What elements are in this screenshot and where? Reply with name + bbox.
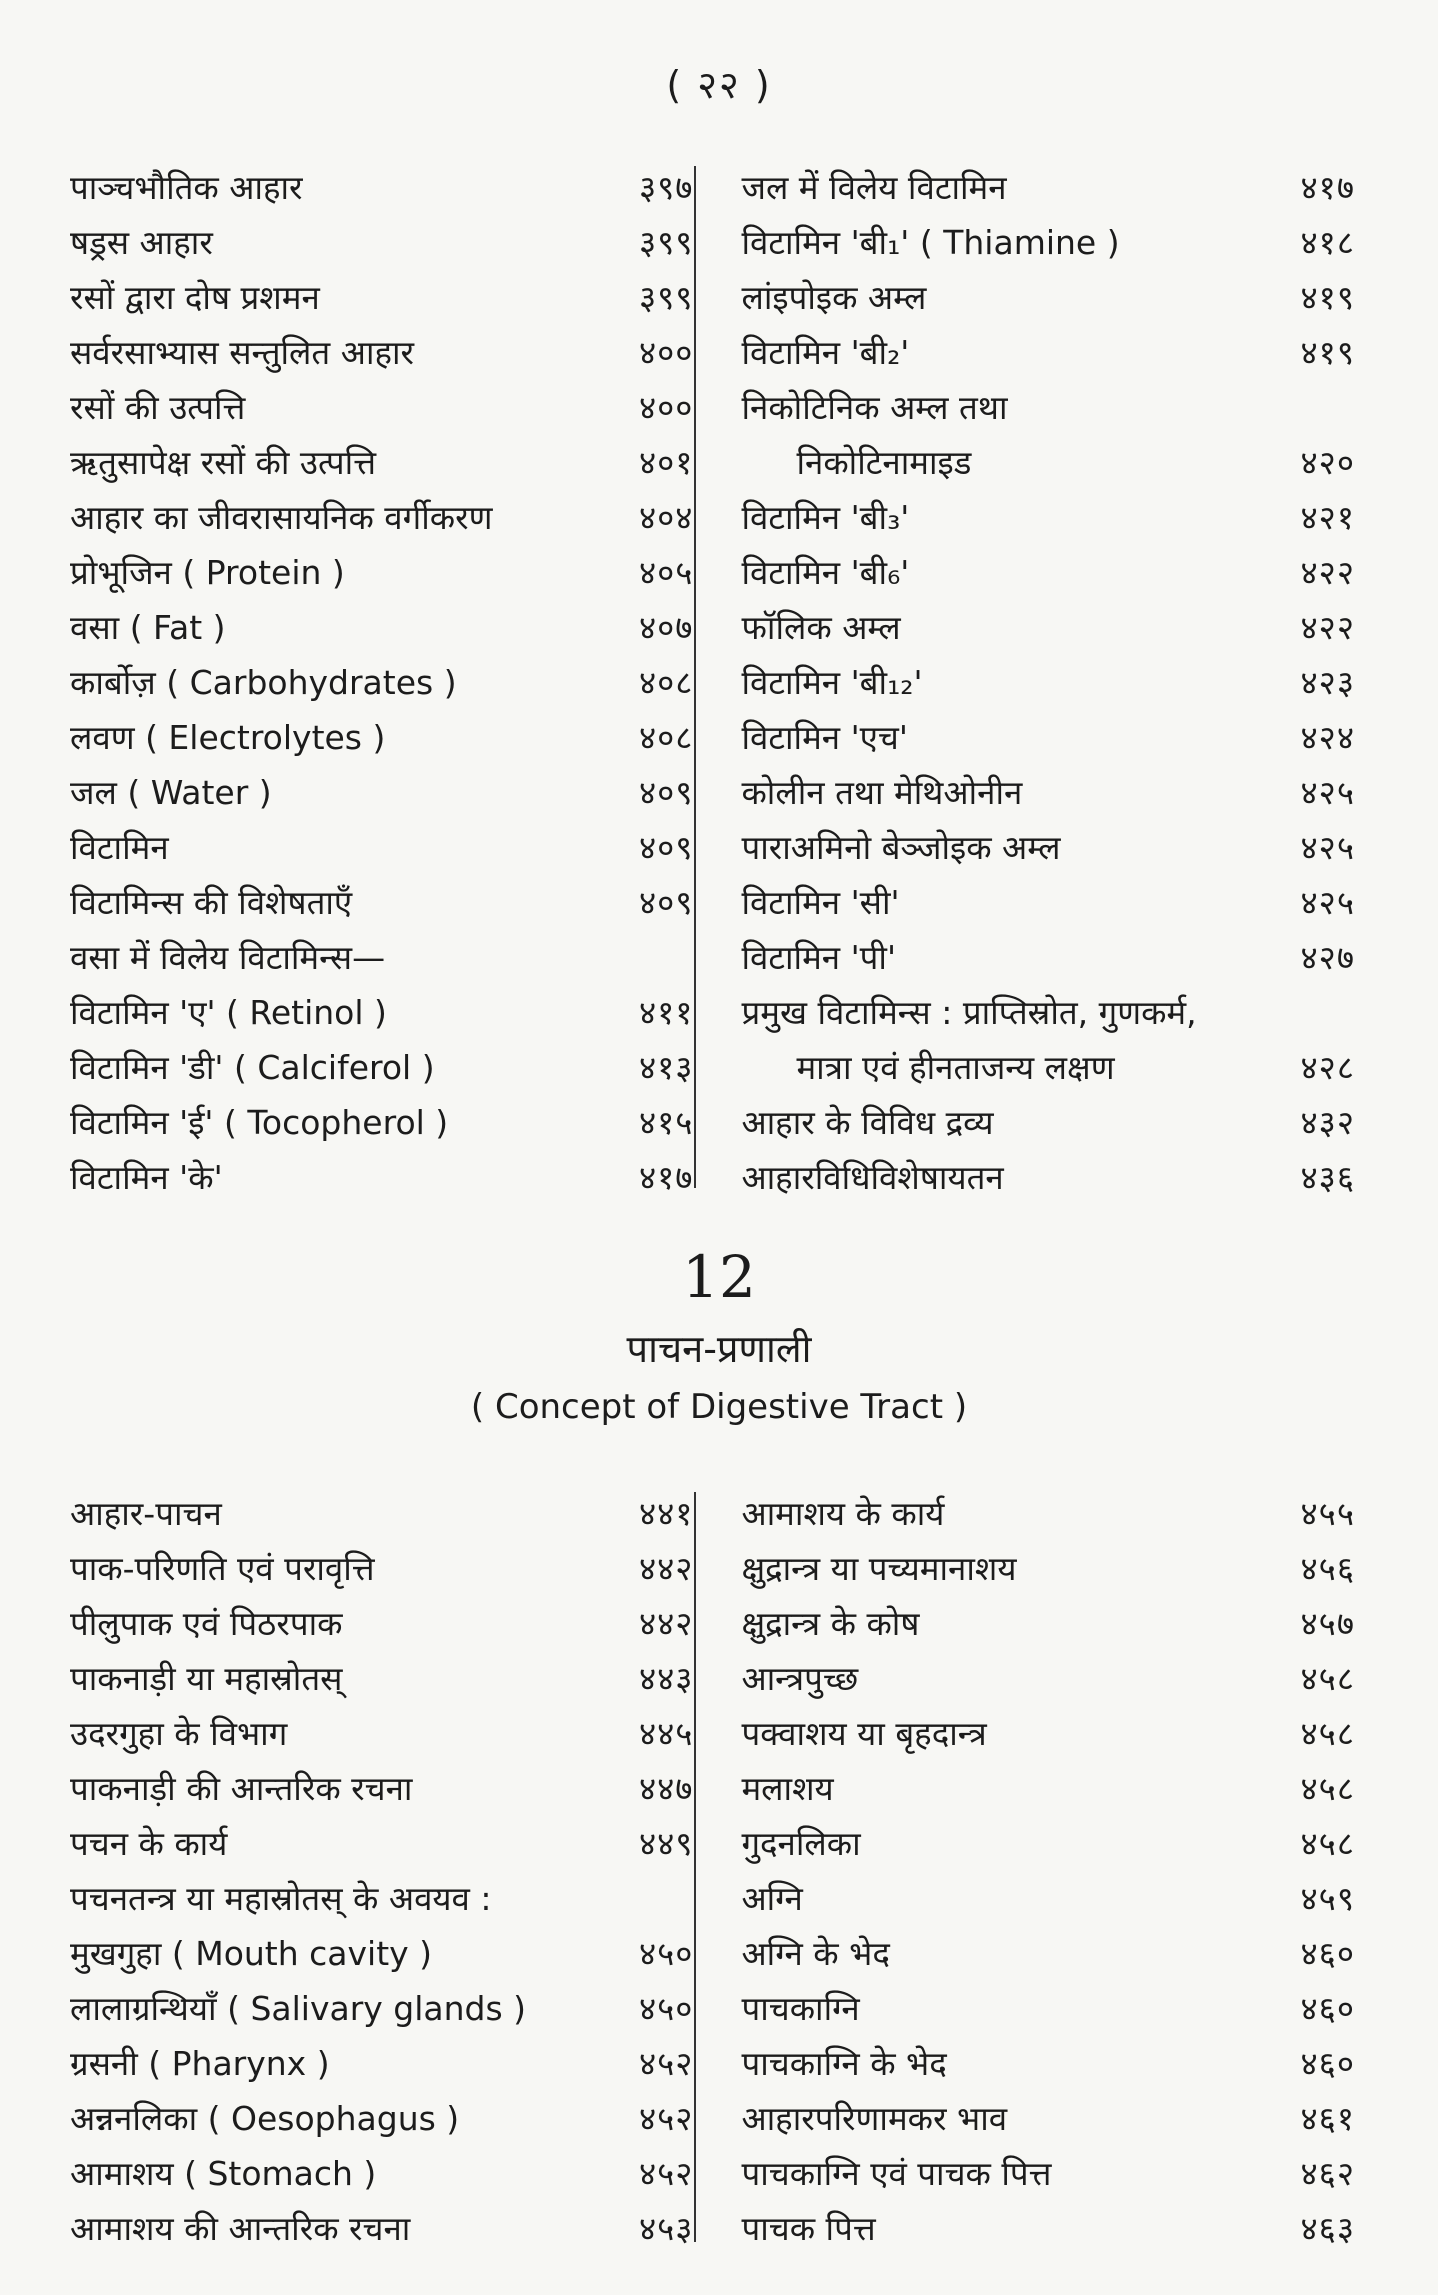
toc-entry [741, 2146, 1355, 2201]
toc-entry-text: आहार-पाचन [70, 1494, 222, 1533]
toc-entry-page: ४३६ [1300, 1158, 1355, 1197]
toc-entry [741, 270, 1355, 325]
toc-entry-page: ४२७ [1300, 938, 1355, 977]
toc-entry-page: ४६० [1300, 1989, 1355, 2028]
toc-entry-text: अग्नि के भेद [741, 1934, 890, 1973]
toc-entry-page: ४०९ [638, 828, 694, 867]
toc-entry [741, 985, 1355, 1040]
toc-entry-text: आन्त्रपुच्छ [741, 1659, 859, 1698]
toc-entry [70, 1486, 693, 1541]
toc-entry [70, 215, 693, 270]
toc-entry-page: ४५७ [1300, 1604, 1355, 1643]
toc-entry-page: ४४१ [638, 1494, 694, 1533]
toc-entry [741, 2036, 1355, 2091]
toc-entry-page: ३९९ [638, 223, 694, 262]
toc-entry-text: वसा में विलेय विटामिन्स— [70, 938, 386, 977]
toc-entry-page: ४११ [638, 993, 694, 1032]
toc-entry [741, 875, 1355, 930]
toc-entry-text: पाकनाड़ी की आन्तरिक रचना [70, 1769, 413, 1808]
toc-entry [70, 490, 693, 545]
toc-entry-text: ग्रसनी ( Pharynx ) [70, 2044, 330, 2083]
toc-entry [70, 600, 693, 655]
toc-entry-page: ४५८ [1300, 1824, 1355, 1863]
toc-entry-text: षड्रस आहार [70, 223, 213, 262]
chapter-subtitle: ( Concept of Digestive Tract ) [470, 1387, 968, 1427]
toc-entry-text: विटामिन 'बी₂' [741, 333, 910, 372]
toc-entry-text: मलाशय [741, 1769, 834, 1808]
toc-entry-text: पाचक पित्त [741, 2209, 876, 2248]
toc-entry-text: विटामिन 'एच' [741, 718, 908, 757]
toc-entry [70, 2036, 693, 2091]
toc-entry-text: मुखगुहा ( Mouth cavity ) [70, 1934, 433, 1973]
toc-entry-text: विटामिन 'ए' ( Retinol ) [70, 993, 387, 1032]
toc-entry [741, 765, 1355, 820]
toc-entry-text: जल में विलेय विटामिन [741, 168, 1007, 207]
toc-entry-text: जल ( Water ) [70, 773, 272, 812]
toc-entry-page: ३९९ [638, 278, 694, 317]
chapter-title: पाचन-प्रणाली [626, 1327, 812, 1371]
page-number: ( २२ ) [666, 63, 772, 107]
column-divider [694, 166, 696, 1188]
toc-entry-text: पाराअमिनो बेञ्जोइक अम्ल [741, 828, 1061, 867]
toc-entry-text: विटामिन 'पी' [741, 938, 897, 977]
toc-entry-text: पाकनाड़ी या महास्रोतस् [70, 1659, 343, 1698]
toc-entry-text: पचन के कार्य [70, 1824, 228, 1863]
toc-entry-page: ४२३ [1300, 663, 1355, 702]
toc-entry [741, 1596, 1355, 1651]
toc-entry [741, 1541, 1355, 1596]
toc-entry-page: ४५६ [1300, 1549, 1355, 1588]
toc-entry-page: ४२८ [1300, 1048, 1355, 1087]
toc-entry-text: आमाशय की आन्तरिक रचना [70, 2209, 411, 2248]
toc-entry-text: निकोटिनिक अम्ल तथा [741, 388, 1008, 427]
toc-entry [741, 1040, 1355, 1095]
toc-entry-page: ४०९ [638, 883, 694, 922]
toc-entry [741, 710, 1355, 765]
toc-entry-page: ४१५ [638, 1103, 694, 1142]
toc-entry-text: लांइपोइक अम्ल [741, 278, 927, 317]
toc-entry [70, 765, 693, 820]
toc-entry-text: निकोटिनामाइड [796, 443, 972, 482]
toc-entry-page: ४२५ [1300, 828, 1355, 867]
toc-entry-text: पक्वाशय या बृहदान्त्र [741, 1714, 987, 1753]
toc-entry-page: ४६० [1300, 2044, 1355, 2083]
toc-entry [741, 1706, 1355, 1761]
toc-entry-page: ४५५ [1300, 1494, 1355, 1533]
toc-entry-page: ४५० [638, 1989, 694, 2028]
toc-entry [741, 1150, 1355, 1205]
toc-entry [741, 1926, 1355, 1981]
toc-entry-text: विटामिन 'डी' ( Calciferol ) [70, 1048, 435, 1087]
toc-entry-page: ४२२ [1300, 608, 1355, 647]
toc-entry-text: रसों द्वारा दोष प्रशमन [70, 278, 320, 317]
toc-entry-page: ४१३ [638, 1048, 694, 1087]
toc-entry-page: ४६१ [1300, 2099, 1355, 2138]
toc-entry-page: ४१९ [1300, 333, 1355, 372]
toc-entry [70, 2201, 693, 2256]
toc-entry [70, 655, 693, 710]
toc-entry-page: ४५२ [638, 2099, 694, 2138]
toc-entry [741, 1871, 1355, 1926]
toc-entry-text: ऋतुसापेक्ष रसों की उत्पत्ति [70, 443, 377, 482]
toc-entry-page: ४१७ [638, 1158, 694, 1197]
toc-entry-page: ४२५ [1300, 773, 1355, 812]
toc-entry-text: आहार के विविध द्रव्य [741, 1103, 994, 1142]
toc-entry-text: आहारपरिणामकर भाव [741, 2099, 1008, 2138]
toc-entry-text: लालाग्रन्थियाँ ( Salivary glands ) [70, 1989, 527, 2028]
toc-entry-text: विटामिन्स की विशेषताएँ [70, 883, 353, 922]
toc-entry-text: फॉलिक अम्ल [741, 608, 901, 647]
toc-entry [70, 1150, 693, 1205]
toc-entry-page: ४५२ [638, 2154, 694, 2193]
toc-entry-page: ४०७ [638, 608, 694, 647]
toc-entry-text: आमाशय के कार्य [741, 1494, 945, 1533]
toc-entry-page: ४०० [638, 333, 694, 372]
toc-entry [70, 2091, 693, 2146]
toc-entry-text: विटामिन 'बी₆' [741, 553, 910, 592]
toc-entry-page: ४४५ [638, 1714, 694, 1753]
toc-entry-text: कार्बोज़ ( Carbohydrates ) [70, 663, 457, 702]
toc-entry-page: ४०५ [638, 553, 694, 592]
toc-entry-text: अन्ननलिका ( Oesophagus ) [70, 2099, 460, 2138]
toc-right-column [717, 1486, 1355, 2256]
toc-entry-text: पचनतन्त्र या महास्रोतस् के अवयव : [70, 1879, 492, 1918]
toc-section-digestive [70, 1486, 1355, 2256]
toc-entry-text: सर्वरसाभ्यास सन्तुलित आहार [70, 333, 415, 372]
toc-entry [70, 545, 693, 600]
toc-entry [741, 545, 1355, 600]
toc-entry [741, 655, 1355, 710]
toc-entry-page: ४५२ [638, 2044, 694, 2083]
toc-entry-page: ४०४ [638, 498, 694, 537]
toc-entry-page: ४६० [1300, 1934, 1355, 1973]
toc-entry-text: विटामिन 'बी₃' [741, 498, 910, 537]
chapter-heading [0, 1240, 1438, 1435]
toc-entry-text: उदरगुहा के विभाग [70, 1714, 288, 1753]
toc-entry-page: ४५८ [1300, 1769, 1355, 1808]
toc-entry-page: ४१९ [1300, 278, 1355, 317]
toc-entry-page: ४१७ [1300, 168, 1355, 207]
toc-entry-text: विटामिन 'बी₁₂' [741, 663, 923, 702]
toc-entry [70, 1706, 693, 1761]
toc-section-vitamins [70, 160, 1355, 1205]
toc-entry-text: प्रोभूजिन ( Protein ) [70, 553, 345, 592]
toc-entry [70, 435, 693, 490]
toc-entry-page: ४१८ [1300, 223, 1355, 262]
toc-entry [70, 1596, 693, 1651]
toc-entry [70, 1040, 693, 1095]
toc-entry-page: ४५३ [638, 2209, 694, 2248]
toc-entry [70, 985, 693, 1040]
toc-entry-page: ४४२ [638, 1604, 694, 1643]
toc-entry-page: ४३२ [1300, 1103, 1355, 1142]
toc-entry-text: वसा ( Fat ) [70, 608, 226, 647]
toc-entry [741, 1761, 1355, 1816]
toc-entry-page: ४४३ [638, 1659, 694, 1698]
toc-entry-text: विटामिन [70, 828, 169, 867]
toc-entry-text: पाञ्चभौतिक आहार [70, 168, 303, 207]
toc-entry-text: विटामिन 'के' [70, 1158, 223, 1197]
toc-entry-text: विटामिन 'सी' [741, 883, 900, 922]
toc-entry [741, 160, 1355, 215]
toc-entry-page: ४२० [1300, 443, 1355, 482]
toc-entry-page: ४०० [638, 388, 694, 427]
toc-entry-page: ४२४ [1300, 718, 1355, 757]
toc-entry-text: रसों की उत्पत्ति [70, 388, 246, 427]
toc-entry [70, 930, 693, 985]
toc-entry-page: ४२२ [1300, 553, 1355, 592]
toc-entry-page: ४५० [638, 1934, 694, 1973]
toc-entry [741, 1651, 1355, 1706]
toc-entry-page: ४०१ [638, 443, 694, 482]
toc-entry-text: पीलुपाक एवं पिठरपाक [70, 1604, 343, 1643]
toc-entry [741, 2201, 1355, 2256]
toc-entry [70, 160, 693, 215]
toc-entry [70, 1926, 693, 1981]
toc-entry-page: ४०८ [638, 663, 694, 702]
toc-entry-text: पाचकाग्नि [741, 1989, 860, 2028]
toc-entry [741, 1816, 1355, 1871]
toc-left-column [70, 1486, 717, 2256]
toc-entry-page: ४५८ [1300, 1659, 1355, 1698]
toc-entry-page: ४६३ [1300, 2209, 1355, 2248]
toc-entry [70, 1871, 693, 1926]
toc-entry-page: ४५९ [1300, 1879, 1355, 1918]
toc-entry-text: कोलीन तथा मेथिओनीन [741, 773, 1023, 812]
toc-entry-text: लवण ( Electrolytes ) [70, 718, 386, 757]
toc-entry-text: प्रमुख विटामिन्स : प्राप्तिस्रोत, गुणकर्म, [741, 993, 1197, 1032]
toc-entry-text: पाचकाग्नि के भेद [741, 2044, 947, 2083]
toc-right-column [717, 160, 1355, 1205]
toc-entry-page: ४५८ [1300, 1714, 1355, 1753]
toc-entry [70, 380, 693, 435]
toc-entry [70, 1761, 693, 1816]
toc-entry [741, 325, 1355, 380]
toc-entry-text: पाचकाग्नि एवं पाचक पित्त [741, 2154, 1052, 2193]
toc-entry [70, 1541, 693, 1596]
toc-entry [741, 600, 1355, 655]
toc-entry-text: आहार का जीवरासायनिक वर्गीकरण [70, 498, 493, 537]
toc-entry-page: ४४२ [638, 1549, 694, 1588]
toc-entry-page: ४०९ [638, 773, 694, 812]
toc-entry [741, 1981, 1355, 2036]
toc-entry [70, 1981, 693, 2036]
toc-entry [70, 2146, 693, 2201]
toc-entry [741, 2091, 1355, 2146]
toc-entry-text: क्षुद्रान्त्र या पच्यमानाशय [741, 1549, 1017, 1588]
toc-entry [741, 380, 1355, 435]
toc-entry-page: ४४९ [638, 1824, 694, 1863]
toc-entry [70, 1095, 693, 1150]
toc-entry [70, 820, 693, 875]
toc-entry-page: ४२१ [1300, 498, 1355, 537]
toc-entry-page: ४४७ [638, 1769, 694, 1808]
toc-entry-text: मात्रा एवं हीनताजन्य लक्षण [796, 1048, 1115, 1087]
toc-entry-text: क्षुद्रान्त्र के कोष [741, 1604, 920, 1643]
toc-entry-text: आहारविधिविशेषायतन [741, 1158, 1004, 1197]
column-divider [694, 1492, 696, 2242]
toc-entry-page: ३९७ [638, 168, 694, 207]
toc-entry [741, 1486, 1355, 1541]
toc-entry-text: विटामिन 'ई' ( Tocopherol ) [70, 1103, 449, 1142]
toc-entry-text: गुदनलिका [741, 1824, 861, 1863]
toc-entry [70, 1651, 693, 1706]
toc-entry-text: विटामिन 'बी₁' ( Thiamine ) [741, 223, 1120, 262]
toc-entry-text: अग्नि [741, 1879, 803, 1918]
toc-entry [70, 270, 693, 325]
toc-entry [741, 215, 1355, 270]
toc-entry [741, 930, 1355, 985]
toc-entry [70, 325, 693, 380]
toc-entry [741, 490, 1355, 545]
toc-entry [70, 1816, 693, 1871]
toc-entry-page: ४६२ [1300, 2154, 1355, 2193]
toc-entry-page: ४०८ [638, 718, 694, 757]
toc-entry [741, 435, 1355, 490]
toc-entry [741, 1095, 1355, 1150]
toc-entry-page: ४२५ [1300, 883, 1355, 922]
toc-entry-text: आमाशय ( Stomach ) [70, 2154, 377, 2193]
toc-entry [70, 875, 693, 930]
toc-entry [70, 710, 693, 765]
toc-entry [741, 820, 1355, 875]
toc-entry-text: पाक-परिणति एवं परावृत्ति [70, 1549, 375, 1588]
toc-left-column [70, 160, 717, 1205]
chapter-number: 12 [682, 1243, 756, 1311]
